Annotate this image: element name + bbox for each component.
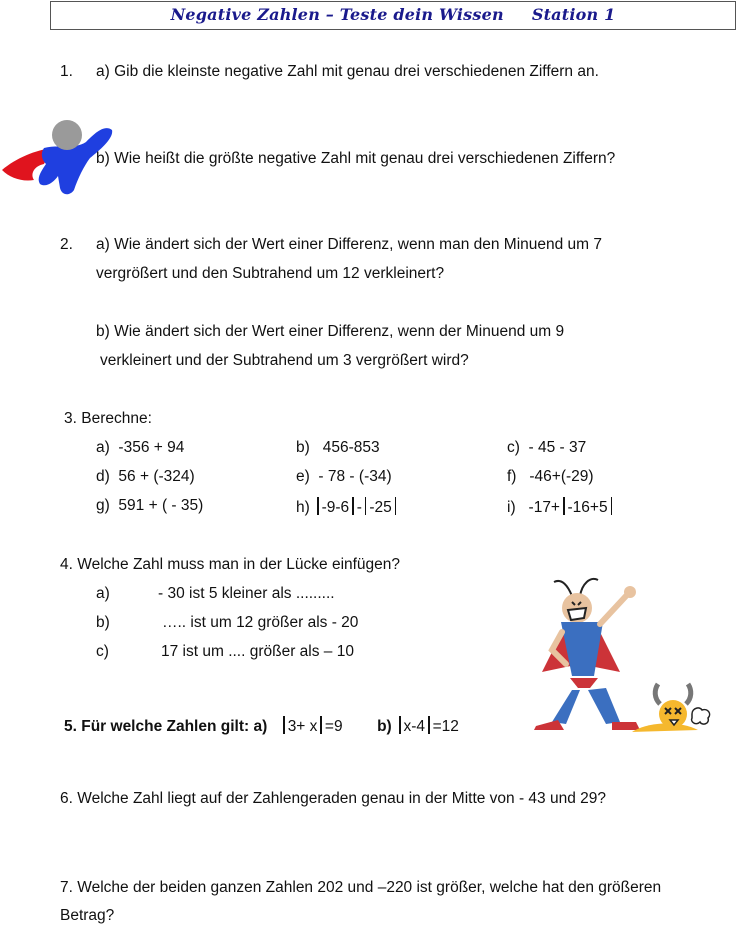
task-4b-label: b) xyxy=(96,614,110,631)
question-5-heading: 5. Für welche Zahlen gilt: a) xyxy=(64,718,268,735)
question-7-line1: 7. Welche der beiden ganzen Zahlen 202 und –220 ist größer, welche hat den größeren xyxy=(60,879,662,896)
task-4c-label: c) xyxy=(96,643,109,660)
title-text: Negative Zahlen – Teste dein Wissen xyxy=(170,5,504,24)
task-4b-text: ….. ist um 12 größer als - 20 xyxy=(162,614,359,631)
question-1a: a) Gib die kleinste negative Zahl mit genau drei verschiedenen Ziffern an. xyxy=(96,63,599,80)
task-3c: c) - 45 - 37 xyxy=(507,439,587,456)
task-3d: d) 56 + (-324) xyxy=(96,468,195,485)
question-4-heading: 4. Welche Zahl muss man in der Lücke einfügen? xyxy=(60,556,401,573)
task-3i: i) -17+ -16+5 xyxy=(507,497,615,517)
worksheet-header xyxy=(50,1,736,30)
task-3h: h) -9-6 - -25 xyxy=(296,497,399,517)
question-2a-line2: vergrößert und den Subtrahend um 12 verkleinert? xyxy=(96,265,445,282)
question-2-number: 2. xyxy=(60,236,73,253)
question-2b-line1: b) Wie ändert sich der Wert einer Differenz, wenn der Minuend um 9 xyxy=(96,323,565,340)
question-1b: b) Wie heißt die größte negative Zahl mit genau drei verschiedenen Ziffern? xyxy=(96,150,616,167)
task-3g: g) 591 + ( - 35) xyxy=(96,497,204,514)
hero-victory-icon xyxy=(528,572,714,738)
question-6: 6. Welche Zahl liegt auf der Zahlengeraden genau in der Mitte von - 43 und 29? xyxy=(60,790,607,807)
task-4a-label: a) xyxy=(96,585,110,602)
question-5: 5. Für welche Zahlen gilt: a) 3+ x =9 b) x-4 =12 xyxy=(64,718,459,735)
task-3f: f) -46+(-29) xyxy=(507,468,594,485)
task-4a-text: - 30 ist 5 kleiner als ......... xyxy=(158,585,335,602)
question-1-number: 1. xyxy=(60,63,73,80)
task-3b: b) 456-853 xyxy=(296,439,380,456)
task-3e: e) - 78 - (-34) xyxy=(296,468,392,485)
question-7-line2: Betrag? xyxy=(60,907,115,924)
task-3a: a) -356 + 94 xyxy=(96,439,185,456)
station-label: Station 1 xyxy=(531,5,616,24)
task-4c-text: 17 ist um .... größer als – 10 xyxy=(161,643,354,660)
page-title xyxy=(51,5,735,24)
question-3-heading: 3. Berechne: xyxy=(64,410,152,427)
question-2b-line2: verkleinert und der Subtrahend um 3 vergrößert wird? xyxy=(100,352,469,369)
question-2a-line1: a) Wie ändert sich der Wert einer Differenz, wenn man den Minuend um 7 xyxy=(96,236,603,253)
